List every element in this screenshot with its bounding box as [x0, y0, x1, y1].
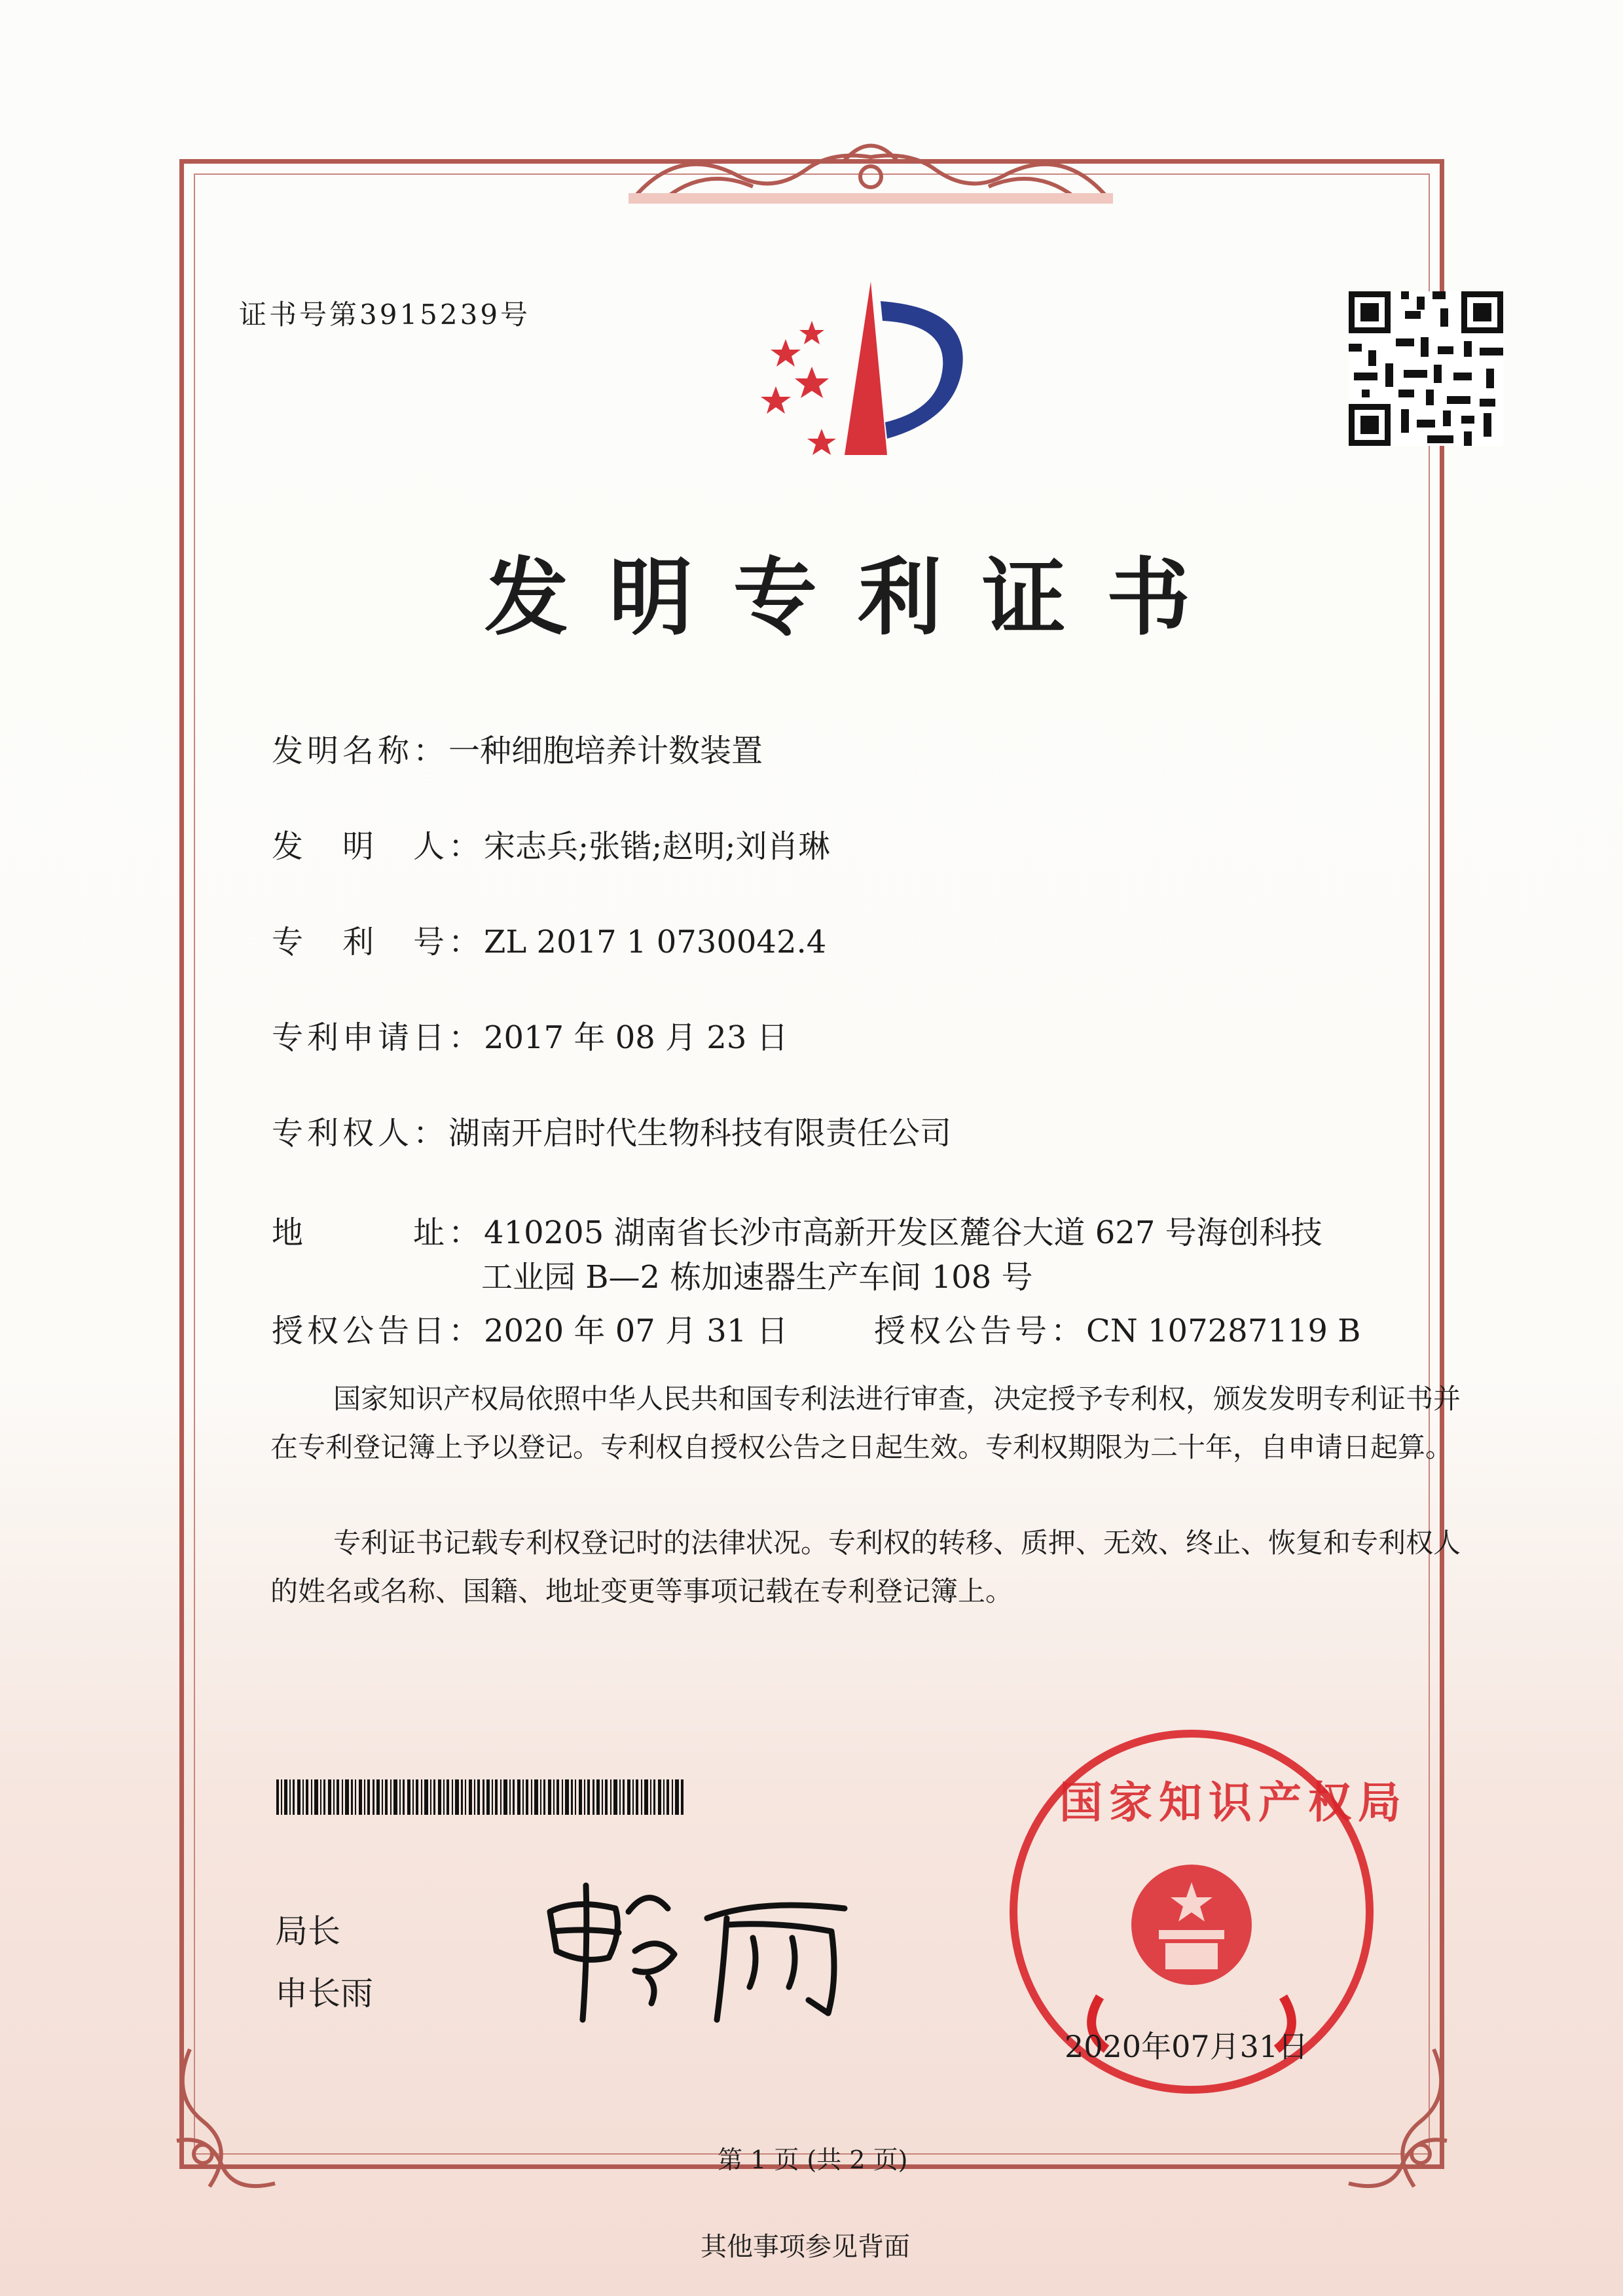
application-date-label: 专利申请日：: [272, 1019, 484, 1056]
invention-name-label: 发明名称：: [272, 733, 449, 769]
patentee-row: [272, 1108, 951, 1153]
page-indicator: 第 1 页 (共 2 页): [718, 2145, 908, 2174]
barcode-icon: [276, 1779, 684, 1815]
invention-name-value: 一种细胞培养计数装置: [448, 733, 763, 769]
address-row: [272, 1207, 1322, 1252]
grant-date-value: 2020 年 07 月 31 日: [484, 1313, 788, 1349]
grant-date-row: [272, 1305, 788, 1351]
bottom-left-ornament-icon: [164, 2043, 282, 2193]
cnipa-logo-icon: [746, 275, 995, 465]
address-label: 地 址：: [272, 1214, 484, 1251]
inventors-value: 宋志兵;张锴;赵明;刘肖琳: [484, 828, 830, 865]
address-value-line1: 410205 湖南省长沙市高新开发区麓谷大道 627 号海创科技: [484, 1214, 1322, 1251]
seal-text: 国家知识产权局: [1059, 1777, 1408, 1828]
application-date-value: 2017 年 08 月 23 日: [484, 1019, 788, 1056]
back-note: 其他事项参见背面: [701, 2232, 910, 2262]
inventors-row: [272, 821, 830, 866]
certificate-title: 发明专利证书: [484, 549, 1231, 647]
signatory-title: 局长: [275, 1912, 340, 1950]
certificate-number: 证书号第3915239号: [239, 299, 531, 331]
signature-icon: [537, 1872, 877, 2023]
qr-code-icon: [1349, 291, 1503, 446]
patent-number-row: [272, 917, 826, 962]
patent-number-value: ZL 2017 1 0730042.4: [484, 924, 827, 960]
patentee-label: 专利权人：: [272, 1115, 449, 1152]
patent-number-label: 专 利 号：: [272, 924, 484, 960]
inventors-label: 发 明 人：: [272, 828, 484, 865]
body-paragraph-2: 专利证书记载专利权登记时的法律状况。专利权的转移、质押、无效、终止、恢复和专利权人的姓名或名称、国籍、地址变更等事项记载在专利登记簿上。: [270, 1527, 1461, 1607]
grant-number-value: CN 107287119 B: [1086, 1313, 1361, 1349]
grant-number-label: 授权公告号：: [874, 1313, 1087, 1349]
grant-number-row: [874, 1305, 1360, 1351]
top-ornament-icon: [629, 131, 1113, 210]
seal-date: 2020年07月31日: [1065, 2029, 1309, 2064]
body-paragraph-1: 国家知识产权局依照中华人民共和国专利法进行审查，决定授予专利权，颁发发明专利证书并在专利登记簿上予以登记。专利权自授权公告之日起生效。专利权期限为二十年，自申请日起算。: [270, 1383, 1461, 1463]
invention-name-row: [272, 725, 763, 771]
signatory-name: 申长雨: [275, 1975, 373, 2013]
address-line2: 工业园 B—2 栋加速器生产车间 108 号: [481, 1259, 1033, 1296]
patentee-value: 湖南开启时代生物科技有限责任公司: [448, 1115, 952, 1152]
grant-date-label: 授权公告日：: [272, 1313, 484, 1349]
application-date-row: [272, 1012, 788, 1057]
